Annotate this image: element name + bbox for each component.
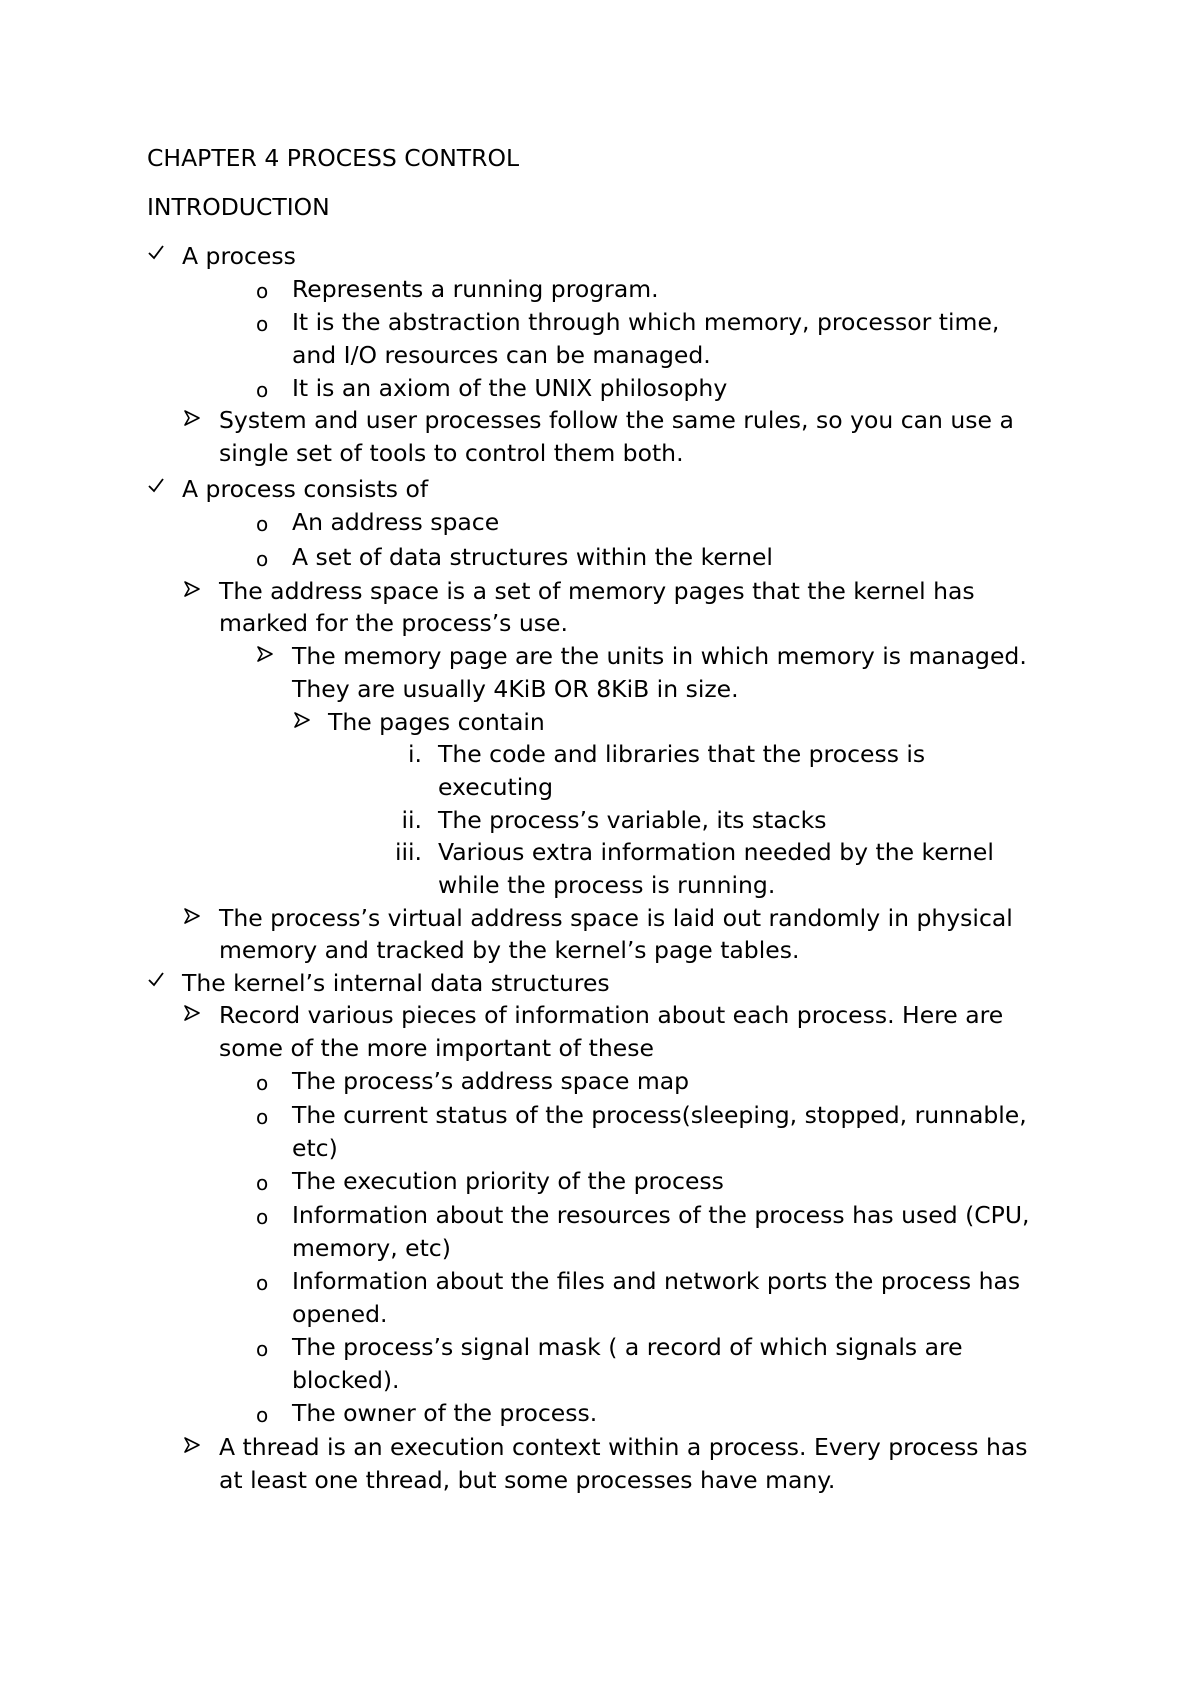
arrow-bullet-icon [293,711,311,729]
list-item-continuation: executing [438,773,554,801]
list-item: A thread is an execution context within a process. Every process has [219,1433,1028,1461]
list-item-continuation: single set of tools to control them both. [219,439,684,467]
chapter-title: CHAPTER 4 PROCESS CONTROL [147,144,520,172]
list-item: It is an axiom of the UNIX philosophy [292,374,728,402]
list-item: Represents a running program. [292,275,659,303]
circle-bullet-icon: o [256,1105,269,1129]
list-item: The memory page are the units in which memory is managed. [292,642,1027,670]
list-item-continuation: while the process is running. [438,871,776,899]
arrow-bullet-icon [183,907,201,925]
list-item: It is the abstraction through which memory, processor time, [292,308,1000,336]
list-item: Information about the files and network ports the process has [292,1267,1021,1295]
list-item: Information about the resources of the process has used (CPU, [292,1201,1030,1229]
arrow-bullet-icon [183,409,201,427]
circle-bullet-icon: o [256,312,269,336]
list-item: A process [182,242,296,270]
list-item: The pages contain [328,708,545,736]
list-item-continuation: opened. [292,1300,388,1328]
roman-numeral: ii. [401,806,422,834]
circle-bullet-icon: o [256,547,269,571]
list-item: The owner of the process. [292,1399,598,1427]
arrow-bullet-icon [256,645,274,663]
list-item-continuation: blocked). [292,1366,400,1394]
roman-numeral: i. [408,740,422,768]
list-item: A set of data structures within the kernel [292,543,773,571]
check-icon [147,970,165,988]
circle-bullet-icon: o [256,1205,269,1229]
circle-bullet-icon: o [256,512,269,536]
list-item: The process’s signal mask ( a record of which signals are [292,1333,963,1361]
list-item-continuation: etc) [292,1134,338,1162]
circle-bullet-icon: o [256,1403,269,1427]
list-item-continuation: some of the more important of these [219,1034,654,1062]
check-icon [147,476,165,494]
list-item: The process’s address space map [292,1067,690,1095]
circle-bullet-icon: o [256,378,269,402]
list-item: Record various pieces of information about each process. Here are [219,1001,1004,1029]
list-item: The execution priority of the process [292,1167,724,1195]
list-item-continuation: They are usually 4KiB OR 8KiB in size. [292,675,739,703]
arrow-bullet-icon [183,580,201,598]
list-item: An address space [292,508,500,536]
list-item-continuation: memory and tracked by the kernel’s page tables. [219,936,800,964]
section-title: INTRODUCTION [147,193,330,221]
list-item-continuation: marked for the process’s use. [219,609,568,637]
arrow-bullet-icon [183,1436,201,1454]
circle-bullet-icon: o [256,279,269,303]
list-item: System and user processes follow the same rules, so you can use a [219,406,1014,434]
list-item: The address space is a set of memory pages that the kernel has [219,577,975,605]
circle-bullet-icon: o [256,1271,269,1295]
check-icon [147,243,165,261]
roman-numeral: iii. [394,838,422,866]
list-item: The current status of the process(sleeping, stopped, runnable, [292,1101,1027,1129]
list-item: A process consists of [182,475,429,503]
arrow-bullet-icon [183,1004,201,1022]
list-item: Various extra information needed by the kernel [438,838,994,866]
list-item: The process’s virtual address space is laid out randomly in physical [219,904,1013,932]
list-item: The kernel’s internal data structures [182,969,610,997]
circle-bullet-icon: o [256,1071,269,1095]
list-item: The process’s variable, its stacks [438,806,827,834]
list-item: The code and libraries that the process is [438,740,926,768]
list-item-continuation: and I/O resources can be managed. [292,341,711,369]
circle-bullet-icon: o [256,1171,269,1195]
list-item-continuation: at least one thread, but some processes have many. [219,1466,836,1494]
list-item-continuation: memory, etc) [292,1234,451,1262]
circle-bullet-icon: o [256,1337,269,1361]
